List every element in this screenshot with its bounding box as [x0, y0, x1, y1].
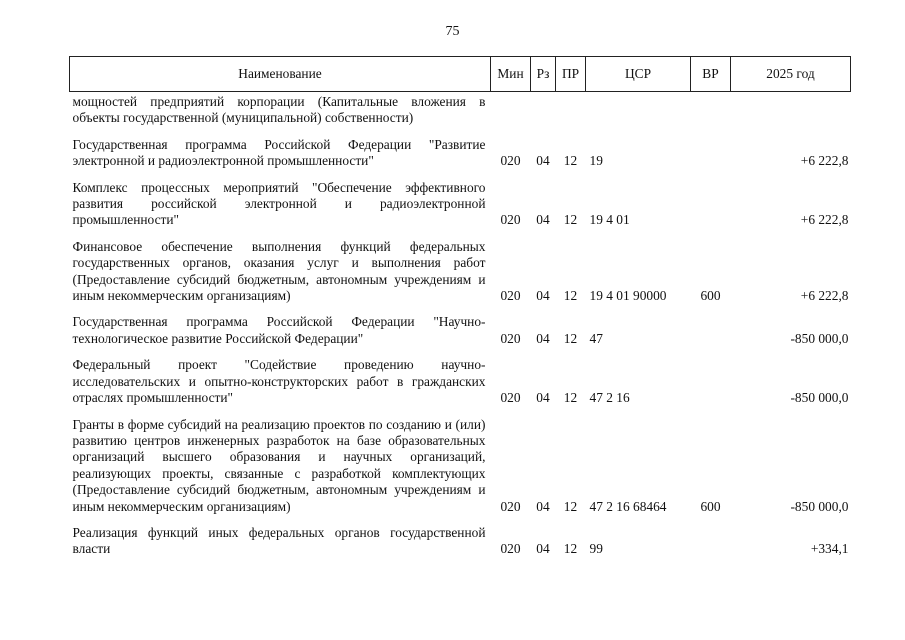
row-vr: [691, 347, 731, 406]
row-vr: 600: [700, 288, 721, 304]
table-row: [70, 92, 851, 127]
row-name: мощностей предприятий корпорации (Капитальные вложения в объекты государственной (муниципальной) собственности): [72, 94, 486, 126]
row-vr: [691, 92, 731, 127]
row-min: 020: [500, 498, 521, 514]
row-name: Государственная программа Российской Федерации "Развитие электронной и радиоэлектронной промышленности": [72, 136, 486, 169]
row-name: Федеральный проект "Содействие проведению научно-исследовательских и опытно-конструкторских работ в гражданских отраслях промышленности": [72, 357, 486, 406]
table-row: [70, 229, 851, 305]
row-min: 020: [500, 330, 521, 346]
row-pr: 12: [563, 498, 578, 514]
header-pr: ПР: [556, 57, 586, 92]
row-rz: 04: [536, 212, 550, 228]
row-rz: 04: [536, 330, 550, 346]
row-csr: 47 2 16 68464: [589, 498, 667, 514]
row-vr: 600: [700, 498, 721, 514]
row-rz: 04: [536, 498, 550, 514]
header-year: 2025 год: [731, 57, 851, 92]
row-amount: +6 222,8: [800, 212, 849, 228]
row-amount: +6 222,8: [800, 153, 849, 169]
row-min: 020: [500, 541, 521, 557]
row-pr: 12: [563, 541, 578, 557]
row-vr: [691, 170, 731, 229]
row-min: 020: [500, 288, 521, 304]
row-vr: [691, 304, 731, 347]
row-min: [491, 92, 531, 127]
header-vr: ВР: [691, 57, 731, 92]
row-amount: -850 000,0: [790, 498, 849, 514]
row-rz: 04: [536, 390, 550, 406]
row-pr: 12: [563, 153, 578, 169]
row-min: 020: [500, 212, 521, 228]
row-name: Комплекс процессных мероприятий "Обеспечение эффективного развития российской электронной и радиоэлектронной промышленности": [72, 179, 486, 228]
row-name: Финансовое обеспечение выполнения функций федеральных государственных органов, оказания услуг и выполнения работ (Предоставление субсидий бюджетным, автономным учреждениям и иным некоммерческим организациям): [72, 238, 486, 304]
row-csr: 19: [589, 153, 603, 169]
row-pr: 12: [563, 330, 578, 346]
row-amount: +6 222,8: [800, 288, 849, 304]
row-csr: [586, 92, 691, 127]
row-amount: +334,1: [810, 541, 849, 557]
row-pr: 12: [563, 212, 578, 228]
row-rz: 04: [536, 153, 550, 169]
header-csr: ЦСР: [586, 57, 691, 92]
row-name: Государственная программа Российской Федерации "Научно-технологическое развитие Российской Федерации": [72, 314, 486, 346]
row-rz: 04: [536, 541, 550, 557]
row-amount: [731, 92, 851, 127]
row-vr: [691, 127, 731, 170]
row-pr: 12: [563, 288, 578, 304]
row-min: 020: [500, 153, 521, 169]
row-name: Реализация функций иных федеральных органов государственной власти: [72, 524, 486, 557]
header-min: Мин: [491, 57, 531, 92]
header-rz: Рз: [531, 57, 556, 92]
row-csr: 19 4 01 90000: [589, 288, 667, 304]
budget-table: [69, 56, 851, 558]
table-row: [70, 347, 851, 406]
row-csr: 99: [589, 541, 603, 557]
row-csr: 47: [589, 330, 603, 346]
row-csr: 47 2 16: [589, 390, 630, 406]
row-csr: 19 4 01: [589, 212, 630, 228]
table-row: [70, 407, 851, 515]
table-row: [70, 515, 851, 558]
row-vr: [691, 515, 731, 558]
table-row: [70, 304, 851, 347]
row-name: Гранты в форме субсидий на реализацию проектов по созданию и (или) развитию центров инженерных разработок на базе образовательных организаций высшего образования и научных организаций, реализующих проекты, связанные с разработкой комплектующих (Предоставление субсидий бюджетным, автономным учреждениям и иным некоммерческим организациям): [72, 416, 486, 514]
row-pr: [556, 92, 586, 127]
row-pr: 12: [563, 390, 578, 406]
table-row: [70, 170, 851, 229]
page-number: 75: [445, 24, 460, 39]
row-rz: 04: [536, 288, 550, 304]
row-min: 020: [500, 390, 521, 406]
row-amount: -850 000,0: [790, 390, 849, 406]
header-name: Наименование: [70, 57, 491, 92]
table-header-row: [70, 57, 851, 92]
row-amount: -850 000,0: [790, 330, 849, 346]
row-rz: [531, 92, 556, 127]
table-row: [70, 127, 851, 170]
